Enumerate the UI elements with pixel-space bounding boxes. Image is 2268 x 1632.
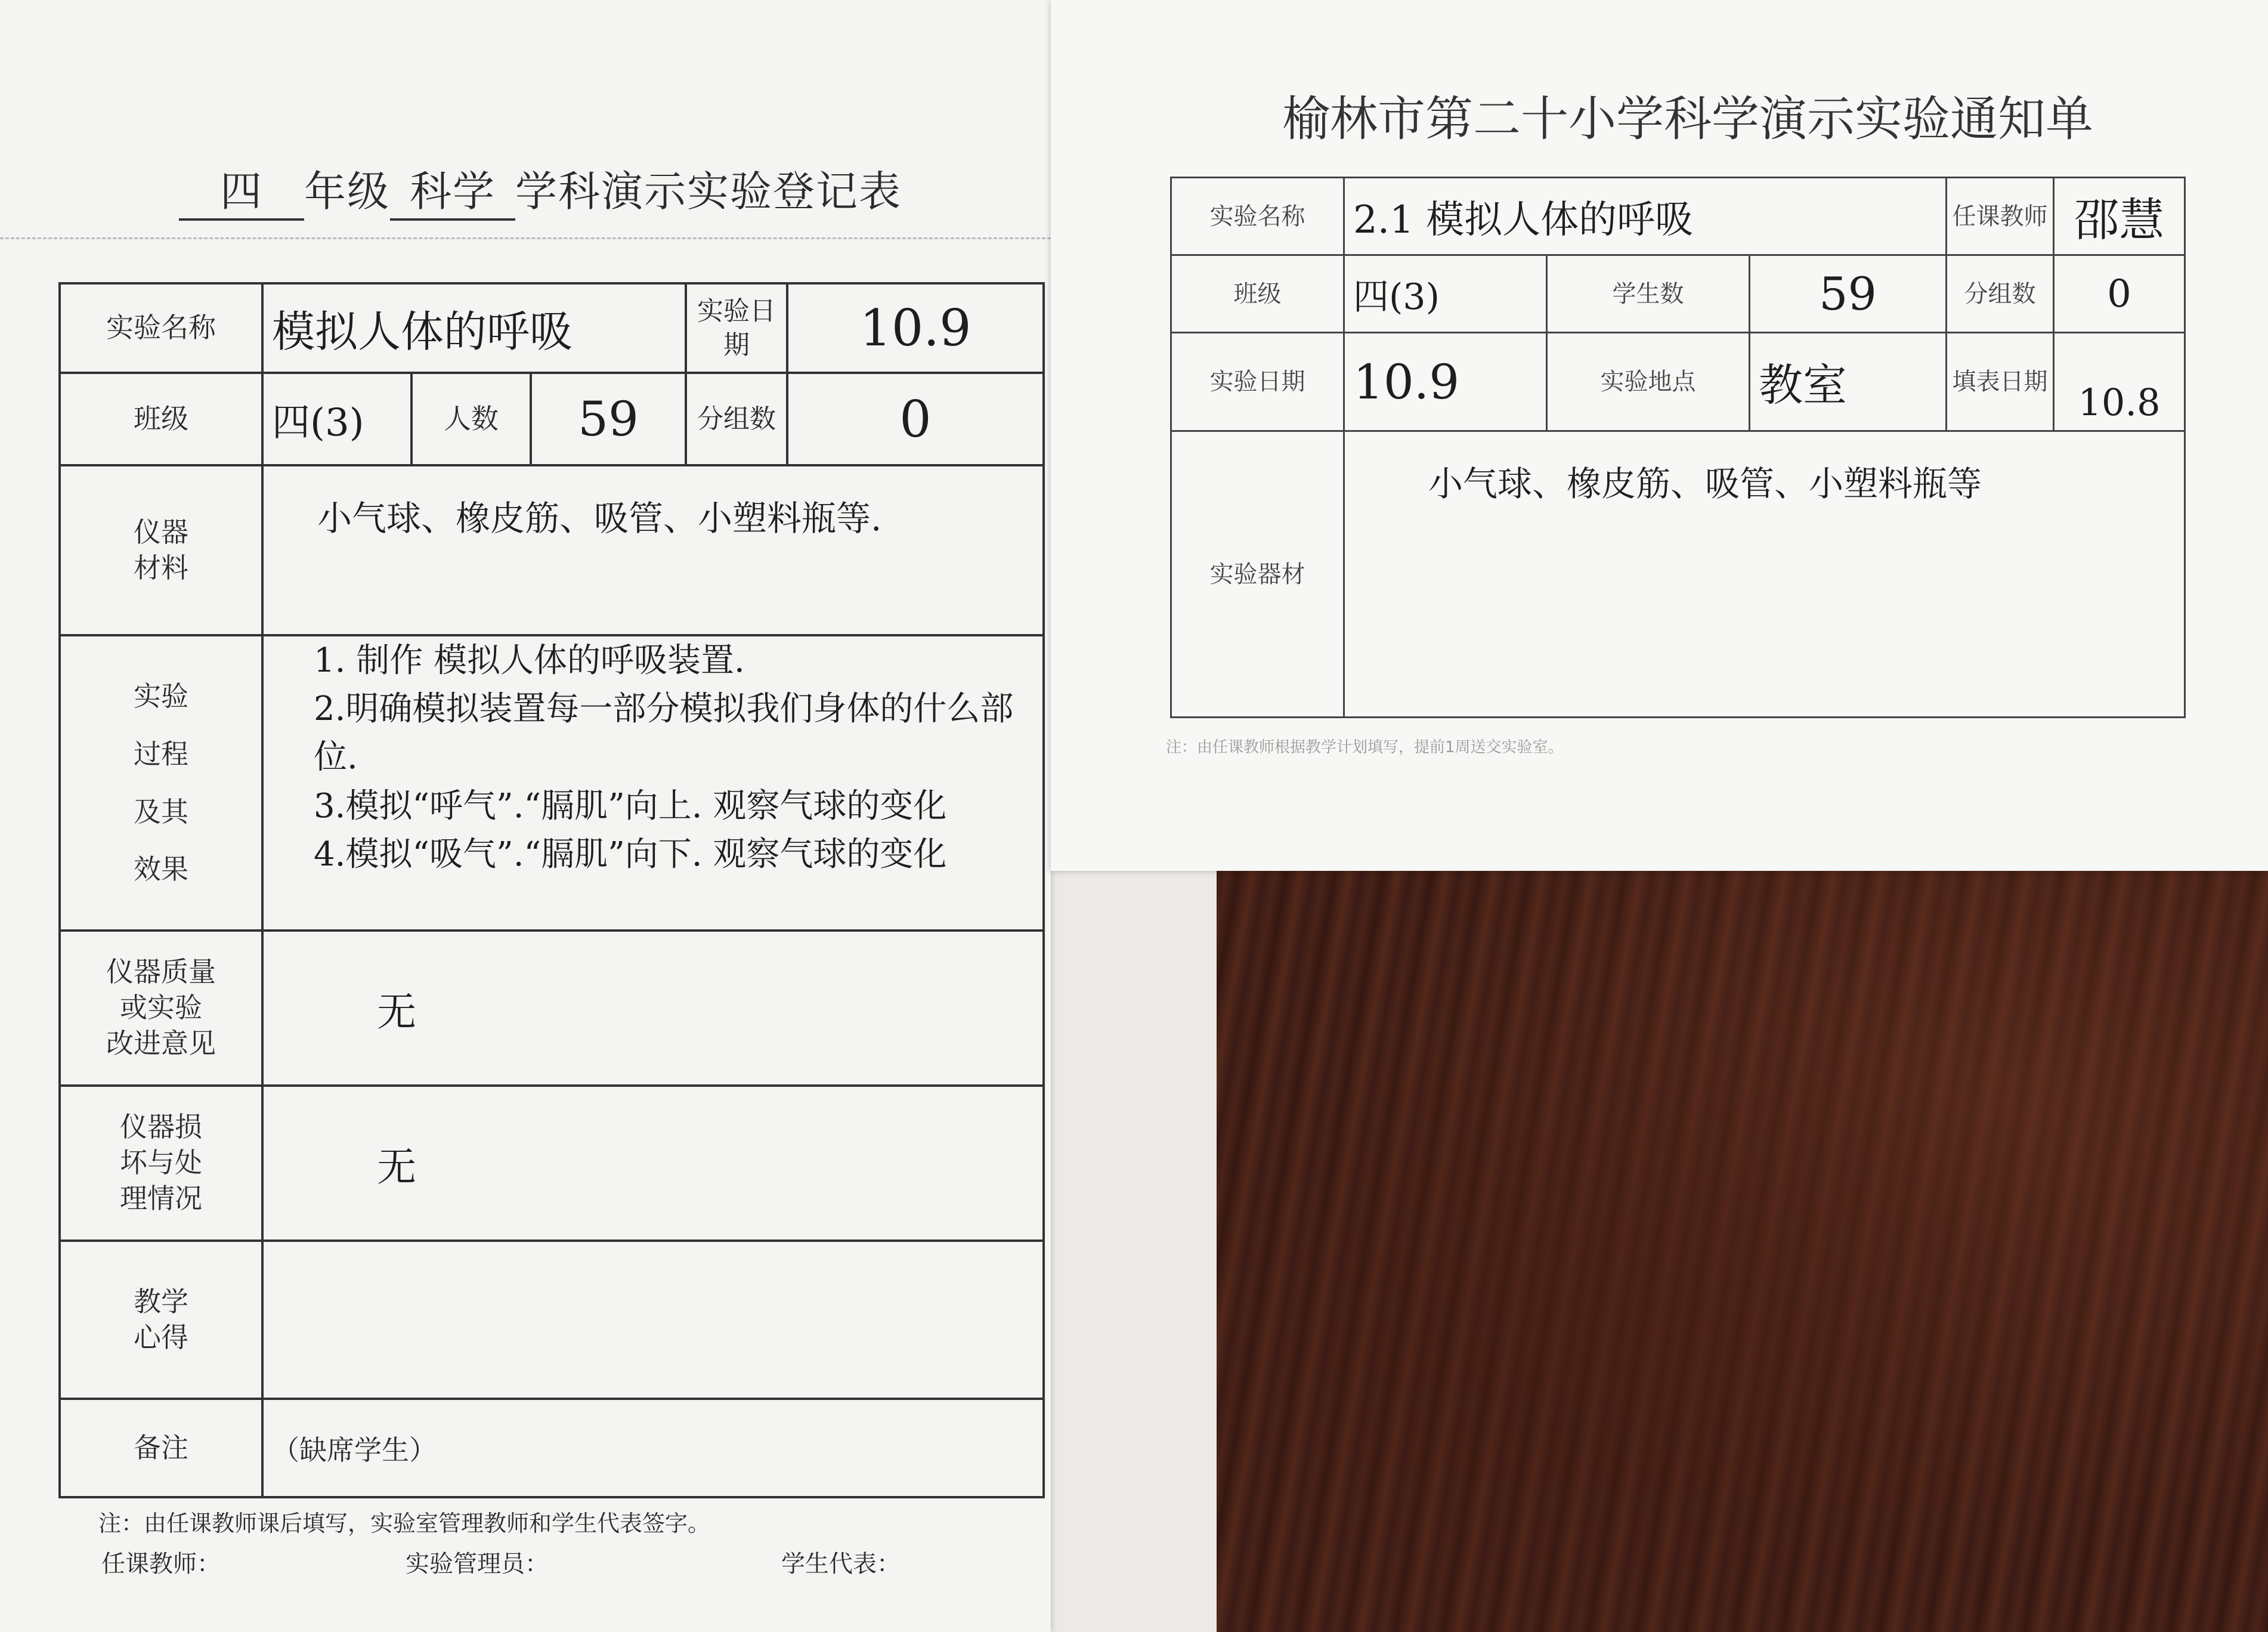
row-remarks [60,1399,1044,1497]
sign-teacher-label: 任课教师： [101,1550,221,1578]
experiment-name-value: 模拟人体的呼吸 [262,283,686,373]
dashed-divider [0,237,1051,239]
row-class [60,373,1044,465]
notice-class-value: 四(3) [1344,255,1547,333]
student-count-label: 人数 [411,373,531,465]
notice-class-label: 班级 [1171,255,1344,333]
row-quality [60,931,1044,1086]
title-main-text: 学科演示实验登记表 [515,167,902,216]
notice-equipment-label: 实验器材 [1171,431,1344,718]
notice-name-value: 2.1 模拟人体的呼吸 [1344,178,1947,255]
process-label-line: 实验 [134,680,188,713]
notice-groups-value: 0 [2054,255,2185,333]
notice-date-label: 实验日期 [1171,333,1344,431]
notification-table [1170,177,2186,718]
notice-fill-date-value: 10.8 [2054,333,2185,431]
notice-place-label: 实验地点 [1547,333,1750,431]
notice-groups-label: 分组数 [1947,255,2054,333]
class-value: 四(3) [262,373,411,465]
row-experiment-name [60,283,1044,373]
title-grade-suffix: 年级 [304,167,390,216]
experiment-name-label: 实验名称 [60,283,262,373]
row-damage [60,1086,1044,1241]
materials-label: 仪器 材料 [60,465,262,635]
title-subject: 科学 [390,158,515,221]
group-count-label: 分组数 [686,373,787,465]
notice-place-value: 教室 [1750,333,1947,431]
row-notice-equipment [1171,431,2185,718]
remarks-value: （缺席学生） [262,1399,1044,1497]
registration-footnote: 注：由任课教师课后填写，实验室管理教师和学生代表签字。 [98,1510,711,1537]
teaching-notes-value [262,1241,1044,1399]
row-process [60,635,1044,931]
sign-student-label: 学生代表： [781,1550,901,1578]
teaching-notes-label: 教学 心得 [60,1241,262,1399]
experiment-date-value: 10.9 [787,283,1044,373]
row-notice-name [1171,178,2185,255]
process-label-line: 及其 [134,795,188,828]
experiment-date-label: 实验日期 [686,283,787,373]
notice-equipment-value: 小气球、橡皮筋、吸管、小塑料瓶等 [1344,431,2185,718]
materials-value: 小气球、橡皮筋、吸管、小塑料瓶等. [262,465,1044,635]
damage-value: 无 [262,1086,1044,1241]
process-step: 3.模拟“呼气”.“膈肌”向上. 观察气球的变化 [314,786,947,826]
process-steps [262,635,1044,931]
process-step: 1. 制作 模拟人体的呼吸装置. [314,641,745,680]
notice-name-label: 实验名称 [1171,178,1344,255]
row-materials [60,465,1044,635]
process-label-line: 效果 [134,853,188,886]
notice-teacher-label: 任课教师 [1947,178,2054,255]
row-teaching-notes [60,1241,1044,1399]
registration-table [58,282,1045,1498]
wooden-desk-background [1217,871,2268,1632]
class-label: 班级 [60,373,262,465]
quality-label: 仪器质量 或实验 改进意见 [60,931,262,1086]
notice-students-value: 59 [1750,255,1947,333]
quality-value: 无 [262,931,1044,1086]
notice-teacher-signature: 邵慧 [2054,178,2185,255]
student-count-value: 59 [531,373,686,465]
title-grade: 四 [179,158,304,221]
damage-label: 仪器损 坏与处 理情况 [60,1086,262,1241]
group-count-value: 0 [787,373,1044,465]
process-label [60,635,262,931]
process-step: 2.明确模拟装置每一部分模拟我们身体的什么部位. [314,690,1014,777]
row-notice-date [1171,333,2185,431]
notice-students-label: 学生数 [1547,255,1750,333]
sign-admin-label: 实验管理员： [406,1550,549,1578]
registration-form-title [179,158,902,221]
process-label-line: 过程 [134,737,188,770]
notice-fill-date-label: 填表日期 [1947,333,2054,431]
remarks-label: 备注 [60,1399,262,1497]
notification-title: 榆林市第二十小学科学演示实验通知单 [1282,91,2093,147]
row-notice-class [1171,255,2185,333]
notification-footnote: 注：由任课教师根据教学计划填写，提前1周送交实验室。 [1166,738,1564,756]
notice-date-value: 10.9 [1344,333,1547,431]
process-step: 4.模拟“吸气”.“膈肌”向下. 观察气球的变化 [314,834,947,874]
